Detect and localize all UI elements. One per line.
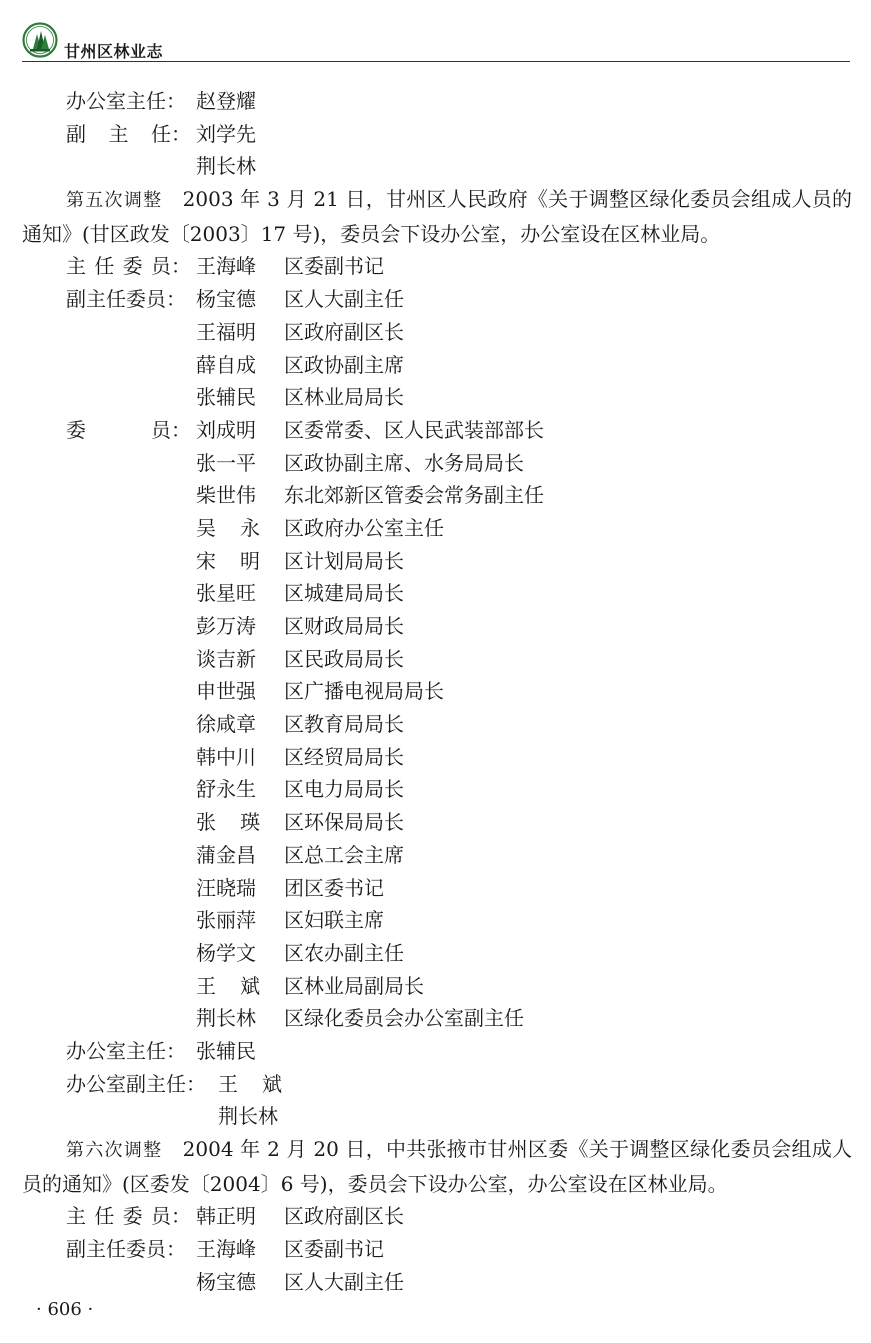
paragraph-heading: 第五次调整 <box>66 190 163 212</box>
member-title: 区人大副主任 <box>284 287 404 312</box>
member-title: 区林业局副局长 <box>284 973 424 998</box>
role-label: 主任委员： <box>66 254 191 279</box>
role-label: 副主任委员： <box>66 1237 186 1262</box>
header-title: 甘州区林业志 <box>64 42 164 61</box>
member-title: 区城建局局长 <box>284 581 404 606</box>
list-item <box>22 250 852 283</box>
member-name: 王斌 <box>218 1071 282 1096</box>
member-name: 张辅民 <box>196 1038 256 1063</box>
member-name: 荆长林 <box>196 154 256 179</box>
member-title: 区教育局局长 <box>284 712 404 737</box>
member-name: 张一平 <box>196 450 256 475</box>
list-item <box>22 85 852 118</box>
member-title: 区政府副区长 <box>284 1204 404 1229</box>
list-item <box>22 741 852 774</box>
role-label: 办公室主任： <box>66 89 186 113</box>
member-title: 区政府办公室主任 <box>284 515 444 540</box>
page-content <box>22 85 852 1299</box>
role-label: 主任委员： <box>66 1204 191 1229</box>
list-item <box>22 675 852 708</box>
member-name: 谈吉新 <box>196 646 256 671</box>
member-name: 赵登耀 <box>196 89 256 113</box>
member-name: 荆长林 <box>218 1104 278 1129</box>
list-item <box>22 1266 852 1299</box>
paragraph-text: 2003 年 3 月 21 日，甘州区人民政府《关于调整区绿化委员会组成人员的通知》(甘区政发〔2003〕17 号)，委员会下设办公室，办公室设在区林业局。 <box>22 187 853 246</box>
list-item <box>22 479 852 512</box>
list-item <box>22 937 852 970</box>
role-label: 委员： <box>66 417 191 442</box>
member-name: 韩中川 <box>196 744 256 769</box>
member-name: 韩正明 <box>196 1204 256 1229</box>
member-name: 汪晓瑞 <box>196 875 256 900</box>
member-title: 区委副书记 <box>284 1237 384 1262</box>
member-title: 区经贸局局长 <box>284 744 404 769</box>
member-name: 彭万涛 <box>196 614 256 639</box>
list-item <box>22 283 852 316</box>
member-name: 王福明 <box>196 319 256 344</box>
header-rule <box>22 61 850 62</box>
member-title: 区总工会主席 <box>284 842 404 867</box>
member-title: 区财政局局长 <box>284 614 404 639</box>
list-item <box>22 1100 852 1133</box>
member-title: 区政协副主席、水务局局长 <box>284 450 524 475</box>
member-title: 区农办副主任 <box>284 940 404 965</box>
member-name: 薛自成 <box>196 352 256 377</box>
member-title: 区委副书记 <box>284 254 384 279</box>
member-title: 区政府副区长 <box>284 319 404 344</box>
paragraph-heading: 第六次调整 <box>66 1140 163 1162</box>
paragraph <box>22 183 852 250</box>
member-title: 区妇联主席 <box>284 908 384 933</box>
member-name: 吴永 <box>196 515 260 540</box>
role-label: 办公室副主任： <box>66 1071 206 1096</box>
member-name: 王海峰 <box>196 254 256 279</box>
member-title: 区计划局局长 <box>284 548 404 573</box>
member-name: 杨宝德 <box>196 287 256 312</box>
member-name: 荆长林 <box>196 1006 256 1031</box>
role-label: 办公室主任： <box>66 1038 186 1063</box>
list-item <box>22 381 852 414</box>
member-name: 王斌 <box>196 973 260 998</box>
list-item <box>22 904 852 937</box>
member-name: 刘成明 <box>196 417 256 442</box>
member-title: 区绿化委员会办公室副主任 <box>284 1006 524 1031</box>
member-name: 杨学文 <box>196 940 256 965</box>
member-title: 区环保局局长 <box>284 810 404 835</box>
list-item <box>22 806 852 839</box>
list-item <box>22 839 852 872</box>
list-item <box>22 545 852 578</box>
list-item <box>22 1068 852 1101</box>
list-item <box>22 1200 852 1233</box>
list-item <box>22 447 852 480</box>
list-item <box>22 1035 852 1068</box>
list-item <box>22 150 852 183</box>
page-number: · 606 · <box>36 1299 94 1320</box>
role-label: 副主任： <box>66 121 191 146</box>
list-item <box>22 118 852 151</box>
member-title: 区政协副主席 <box>284 352 404 377</box>
paragraph-text: 2004 年 2 月 20 日，中共张掖市甘州区委《关于调整区绿化委员会组成人员的通知》(区委发〔2004〕6 号)，委员会下设办公室，办公室设在区林业局。 <box>22 1137 853 1196</box>
list-item <box>22 773 852 806</box>
page-header <box>22 22 850 62</box>
list-item <box>22 1233 852 1266</box>
member-title: 区电力局局长 <box>284 777 404 802</box>
member-name: 刘学先 <box>196 121 256 146</box>
role-label: 副主任委员： <box>66 287 186 312</box>
list-item <box>22 643 852 676</box>
list-item <box>22 577 852 610</box>
list-item <box>22 970 852 1003</box>
list-item <box>22 316 852 349</box>
list-item <box>22 349 852 382</box>
member-name: 张瑛 <box>196 810 260 835</box>
member-title: 区委常委、区人民武装部部长 <box>284 417 544 442</box>
member-name: 柴世伟 <box>196 483 256 508</box>
forest-logo-icon <box>22 22 58 58</box>
member-title: 区民政局局长 <box>284 646 404 671</box>
list-item <box>22 708 852 741</box>
list-item <box>22 610 852 643</box>
list-item <box>22 512 852 545</box>
member-name: 舒永生 <box>196 777 256 802</box>
list-item <box>22 1002 852 1035</box>
member-name: 张丽萍 <box>196 908 256 933</box>
member-name: 申世强 <box>196 679 256 704</box>
member-title: 区人大副主任 <box>284 1269 404 1294</box>
member-title: 东北郊新区管委会常务副主任 <box>284 483 544 508</box>
member-name: 徐咸章 <box>196 712 256 737</box>
member-name: 蒲金昌 <box>196 842 256 867</box>
list-item <box>22 872 852 905</box>
member-name: 王海峰 <box>196 1237 256 1262</box>
list-item <box>22 414 852 447</box>
paragraph <box>22 1133 852 1200</box>
member-name: 杨宝德 <box>196 1269 256 1294</box>
member-title: 团区委书记 <box>284 875 384 900</box>
member-name: 张星旺 <box>196 581 256 606</box>
member-title: 区林业局局长 <box>284 385 404 410</box>
member-name: 宋明 <box>196 548 260 573</box>
member-title: 区广播电视局局长 <box>284 679 444 704</box>
member-name: 张辅民 <box>196 385 256 410</box>
